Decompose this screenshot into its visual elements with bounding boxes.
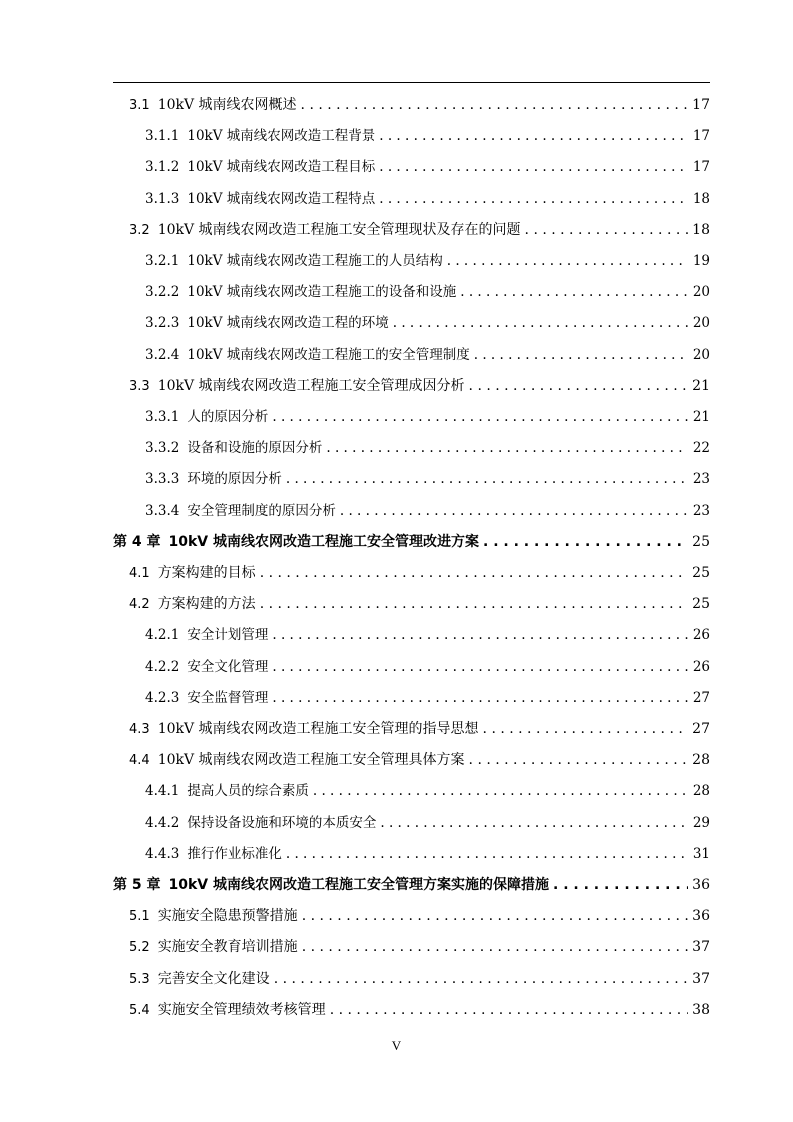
toc-dot-leader — [393, 308, 688, 339]
toc-entry-title: 10kV 城南线农网改造工程施工安全管理的指导思想 — [157, 721, 479, 737]
toc-entry-number: 3.1.1 — [145, 128, 180, 145]
toc-entry-page: 27 — [692, 689, 710, 706]
toc-entry-title: 10kV 城南线农网改造工程施工安全管理具体方案 — [157, 752, 465, 769]
toc-entry-number: 4.4.1 — [145, 783, 180, 800]
toc-entry[interactable] — [145, 652, 710, 683]
toc-entry-page: 23 — [692, 502, 710, 519]
toc-dot-leader — [260, 589, 688, 620]
toc-entry-number: 4.2.1 — [145, 627, 180, 644]
toc-entry-number: 3.3 — [129, 378, 150, 394]
toc-entry-page: 21 — [692, 409, 710, 425]
toc-entry[interactable] — [129, 901, 710, 932]
toc-entry-number: 4.4.3 — [145, 845, 180, 862]
toc-entry[interactable] — [129, 932, 710, 963]
toc-entry-number: 4.2 — [129, 597, 150, 613]
toc-dot-leader — [483, 527, 688, 558]
toc-dot-leader — [474, 340, 688, 371]
toc-entry-title: 方案构建的方法 — [157, 596, 256, 613]
toc-entry[interactable] — [145, 308, 710, 339]
toc-entry[interactable] — [129, 964, 710, 995]
toc-entry[interactable] — [145, 808, 710, 839]
toc-entry-title: 实施安全管理绩效考核管理 — [157, 1001, 326, 1018]
toc-entry-number: 3.3.2 — [145, 440, 180, 457]
toc-dot-leader — [330, 995, 688, 1026]
toc-entry[interactable] — [129, 995, 710, 1026]
toc-entry-number: 3.2.3 — [145, 315, 180, 332]
toc-entry[interactable] — [129, 714, 710, 745]
toc-dot-leader — [469, 371, 688, 402]
toc-dot-leader — [302, 932, 688, 963]
toc-entry[interactable] — [145, 402, 710, 433]
toc-entry[interactable] — [145, 184, 710, 215]
toc-entry[interactable] — [129, 90, 710, 121]
toc-entry-title: 10kV 城南线农网改造工程施工的设备和设施 — [187, 284, 457, 301]
toc-entry-page: 21 — [692, 377, 710, 394]
toc-entry-number: 3.2.2 — [145, 284, 180, 301]
toc-entry-title: 10kV 城南线农网改造工程特点 — [187, 190, 376, 207]
toc-dot-leader — [301, 90, 688, 121]
toc-entry[interactable] — [145, 620, 710, 651]
toc-entry[interactable] — [145, 776, 710, 807]
toc-entry-title: 完善安全文化建设 — [157, 970, 270, 987]
toc-entry-number: 4.2.3 — [145, 689, 180, 706]
toc-dot-leader — [460, 277, 688, 308]
toc-entry-title: 10kV 城南线农网改造工程施工安全管理改进方案 — [168, 533, 480, 550]
toc-dot-leader — [302, 901, 688, 932]
toc-entry-title: 10kV 城南线农网改造工程施工安全管理现状及存在的问题 — [157, 221, 521, 238]
toc-dot-leader — [379, 152, 688, 183]
toc-entry-page: 31 — [692, 845, 710, 862]
toc-entry-number: 5.4 — [129, 1002, 150, 1018]
toc-entry-page: 19 — [692, 253, 710, 269]
toc-entry[interactable] — [129, 371, 710, 402]
toc-entry-number: 5.1 — [129, 909, 150, 925]
page-number: V — [391, 1038, 402, 1053]
toc-entry-title: 设备和设施的原因分析 — [187, 440, 323, 457]
toc-entry-title: 10kV 城南线农网改造工程施工安全管理方案实施的保障措施 — [168, 877, 550, 893]
toc-entry-number: 3.1.3 — [145, 190, 180, 207]
toc-entry[interactable] — [145, 839, 710, 870]
toc-entry[interactable] — [145, 121, 710, 152]
toc-entry-page: 18 — [692, 221, 710, 238]
toc-entry[interactable] — [145, 433, 710, 464]
toc-entry-title: 提高人员的综合素质 — [187, 783, 309, 800]
toc-entry[interactable] — [145, 246, 710, 277]
toc-entry[interactable] — [129, 589, 710, 620]
toc-entry-page: 37 — [692, 970, 710, 987]
toc-entry-page: 25 — [692, 533, 710, 550]
toc-entry-page: 20 — [692, 284, 710, 301]
toc-entry[interactable] — [145, 152, 710, 183]
toc-dot-leader — [447, 246, 688, 277]
toc-entry-page: 28 — [692, 783, 710, 800]
toc-entry[interactable] — [129, 558, 710, 589]
toc-entry-title: 安全管理制度的原因分析 — [187, 502, 336, 519]
toc-entry-page: 26 — [692, 627, 710, 644]
toc-dot-leader — [379, 121, 688, 152]
toc-entry-title: 人的原因分析 — [187, 409, 269, 425]
toc-dot-leader — [286, 839, 688, 870]
toc-dot-leader — [469, 745, 688, 776]
toc-dot-leader — [272, 683, 688, 714]
toc-entry-page: 20 — [692, 315, 710, 332]
toc-entry-number: 4.4.2 — [145, 814, 180, 831]
toc-entry-number: 3.2.1 — [145, 253, 180, 269]
toc-dot-leader — [272, 402, 688, 433]
toc-entry-number: 3.3.4 — [145, 502, 180, 519]
toc-entry-title: 实施安全隐患预警措施 — [157, 908, 298, 925]
toc-entry-number: 3.3.3 — [145, 471, 180, 488]
toc-entry-number: 第 5 章 — [113, 877, 161, 893]
toc-dot-leader — [483, 714, 688, 745]
toc-entry-title: 环境的原因分析 — [187, 471, 282, 488]
toc-entry-page: 29 — [692, 814, 710, 831]
toc-entry-number: 第 4 章 — [113, 533, 161, 550]
toc-dot-leader — [260, 558, 688, 589]
toc-entry-number: 4.2.2 — [145, 658, 180, 675]
toc-entry-number: 3.2 — [129, 222, 150, 238]
toc-entry-title: 实施安全教育培训措施 — [157, 939, 298, 956]
toc-entry-page: 25 — [692, 565, 710, 581]
toc-entry[interactable] — [145, 683, 710, 714]
toc-entry-title: 安全文化管理 — [187, 658, 269, 675]
toc-entry-title: 10kV 城南线农网改造工程施工的人员结构 — [187, 253, 443, 269]
toc-entry-number: 4.1 — [129, 566, 150, 581]
toc-entry-title: 10kV 城南线农网改造工程目标 — [187, 159, 376, 176]
toc-entry-page: 26 — [692, 658, 710, 675]
toc-dot-leader — [272, 652, 688, 683]
toc-entry-page: 17 — [692, 159, 710, 176]
toc-entry-number: 4.3 — [129, 722, 150, 737]
toc-entry-page: 36 — [692, 908, 710, 925]
toc-entry-number: 3.1.2 — [145, 159, 180, 176]
toc-entry-title: 保持设备设施和环境的本质安全 — [187, 814, 377, 831]
toc-entry-title: 10kV 城南线农网概述 — [157, 97, 297, 113]
toc-entry-title: 推行作业标准化 — [187, 845, 282, 862]
toc-entry-number: 3.3.1 — [145, 409, 180, 425]
toc-entry-title: 10kV 城南线农网改造工程背景 — [187, 128, 376, 145]
toc-entry-number: 5.3 — [129, 971, 150, 987]
toc-dot-leader — [274, 964, 688, 995]
toc-entry-number: 3.2.4 — [145, 346, 180, 363]
toc-entry-page: 22 — [692, 440, 710, 457]
toc-entry-number: 4.4 — [129, 753, 150, 769]
toc-entry-page: 17 — [692, 97, 710, 113]
toc-entry-title: 安全监督管理 — [187, 689, 269, 706]
toc-entry[interactable] — [113, 527, 710, 558]
toc-dot-leader — [286, 464, 688, 495]
toc-dot-leader — [272, 620, 688, 651]
toc-entry-page: 28 — [692, 752, 710, 769]
toc-dot-leader — [525, 215, 688, 246]
toc-dot-leader — [326, 433, 688, 464]
toc-entry-page: 17 — [692, 128, 710, 145]
header-rule — [113, 82, 710, 83]
toc-entry[interactable] — [129, 215, 710, 246]
toc-dot-leader — [380, 808, 688, 839]
toc-entry-page: 23 — [692, 471, 710, 488]
toc-entry-title: 10kV 城南线农网改造工程的环境 — [187, 315, 389, 332]
toc-entry[interactable] — [129, 745, 710, 776]
toc-entry-title: 方案构建的目标 — [157, 565, 256, 581]
toc-entry-page: 18 — [692, 190, 710, 207]
toc-entry-page: 38 — [692, 1001, 710, 1018]
toc-entry-page: 25 — [692, 596, 710, 613]
toc-entry-title: 10kV 城南线农网改造工程施工的安全管理制度 — [187, 346, 470, 363]
toc-entry[interactable] — [145, 340, 710, 371]
toc-entry-page: 27 — [692, 721, 710, 737]
toc-entry[interactable] — [113, 870, 710, 901]
toc-entry[interactable] — [145, 277, 710, 308]
toc-entry-page: 37 — [692, 939, 710, 956]
toc-entry-title: 安全计划管理 — [187, 627, 269, 644]
toc-dot-leader — [553, 870, 688, 901]
toc-entry[interactable] — [145, 464, 710, 495]
toc-entry-number: 3.1 — [129, 98, 150, 113]
toc-entry-page: 20 — [692, 346, 710, 363]
toc-dot-leader — [340, 496, 688, 527]
toc-dot-leader — [313, 776, 688, 807]
toc-entry-number: 5.2 — [129, 940, 150, 956]
toc-entry[interactable] — [145, 496, 710, 527]
toc-entry-title: 10kV 城南线农网改造工程施工安全管理成因分析 — [157, 377, 465, 394]
toc-entry-page: 36 — [692, 877, 710, 893]
toc-dot-leader — [379, 184, 688, 215]
